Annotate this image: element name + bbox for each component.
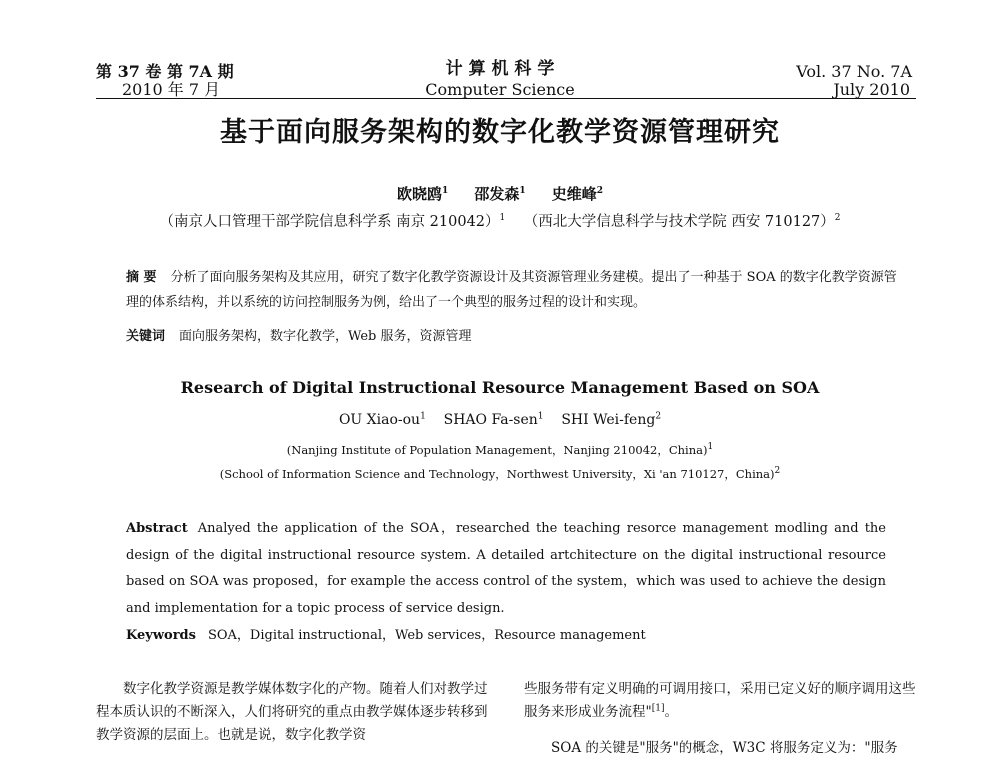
affiliation-cn-1: （南京人口管理干部学院信息科学系 南京 210042） [159,214,500,230]
journal-volume-issue: 第 37 卷 第 7A 期 [96,62,234,81]
body-right-p1-text: 些服务带有定义明确的可调用接口，采用已定义好的顺序调用这些服务来形成业务流程" [524,681,916,720]
abstract-en-text: Analyed the application of the SOA，researched the teaching resorce management modling and the design of the digital instructional resource system. A detailed artchitecture on the digital instructional resource based on SOA was proposed，for example the access control of the system，which was used to achieve the design and implementation for a topic process of service design. [126,521,886,616]
body-right-column-p2: SOA 的关键是"服务"的概念，W3C 将服务定义为："服务 [551,740,898,756]
journal-name-en: Computer Science [425,80,575,99]
keywords-cn-label: 关键词 [126,329,166,344]
author-cn-1: 欧晓鸥 [396,185,442,203]
author-en-2-sup: 1 [537,411,544,422]
abstract-cn [126,265,906,315]
keywords-cn [126,324,906,349]
affiliation-en-2-line [0,466,1000,482]
body-right-p1-end: 。 [664,704,678,720]
authors-en [0,412,1000,428]
author-en-1: OU Xiao-ou [338,412,421,428]
author-en-3: SHI Wei-feng [561,412,656,428]
paper-title-cn: 基于面向服务架构的数字化教学资源管理研究 [220,117,780,148]
author-cn-2-sup: 1 [519,186,526,196]
paper-title-en: Research of Digital Instructional Resource Management Based on SOA [180,378,820,397]
author-cn-1-sup: 1 [441,186,449,196]
affiliations-cn [0,210,1000,231]
keywords-en-text: SOA，Digital instructional，Web services，Resource management [207,628,646,643]
keywords-en [126,624,646,643]
affiliation-cn-1-sup: 1 [499,213,506,224]
affiliation-cn-2: （西北大学信息科学与技术学院 西安 710127） [523,214,835,230]
abstract-cn-label: 摘 要 [126,270,157,285]
affiliation-en-2: (School of Information Science and Technology，Northwest University，Xi 'an 710127，China) [219,467,775,481]
author-en-1-sup: 1 [420,411,426,422]
journal-name-cn: 计 算 机 科 学 [445,59,555,79]
author-cn-3-sup: 2 [596,186,604,196]
abstract-cn-text: 分析了面向服务架构及其应用，研究了数字化教学资源设计及其资源管理业务建模。提出了一种基于 SOA 的数字化教学资源管理的体系结构，并以系统的访问控制服务为例，给出了一个典型的服务过程的设计和实现。 [126,270,897,310]
journal-date-en: July 2010 [833,80,910,99]
author-en-2: SHAO Fa-sen [443,412,538,428]
citation-ref: [1] [651,703,665,714]
keywords-en-label: Keywords [126,628,196,643]
abstract-en-label: Abstract [126,521,188,536]
abstract-en [126,516,886,622]
body-left-column: 数字化教学资源是教学媒体数字化的产物。随着人们对教学过程本质认识的不断深入，人们将研究的重点由教学媒体逐步转移到教学资源的层面上。也就是说，数字化教学资 [96,681,488,743]
author-cn-2: 邵发森 [474,185,520,203]
affiliation-en-1-line [0,442,1000,458]
affiliation-cn-2-sup: 2 [834,213,841,224]
affiliation-en-2-sup: 2 [774,466,781,477]
header-rule [96,98,916,99]
author-cn-3: 史维峰 [551,185,597,203]
affiliation-en-1-sup: 1 [707,442,714,453]
journal-date: 2010 年 7 月 [122,80,221,99]
journal-vol-en: Vol. 37 No. 7A [796,62,912,81]
keywords-cn-text: 面向服务架构，数字化教学，Web 服务，资源管理 [179,329,472,344]
affiliation-en-1: (Nanjing Institute of Population Management，Nanjing 210042，China) [286,443,708,457]
authors-cn [0,183,1000,204]
author-en-3-sup: 2 [655,411,662,422]
body-right-column-p1 [524,678,920,724]
